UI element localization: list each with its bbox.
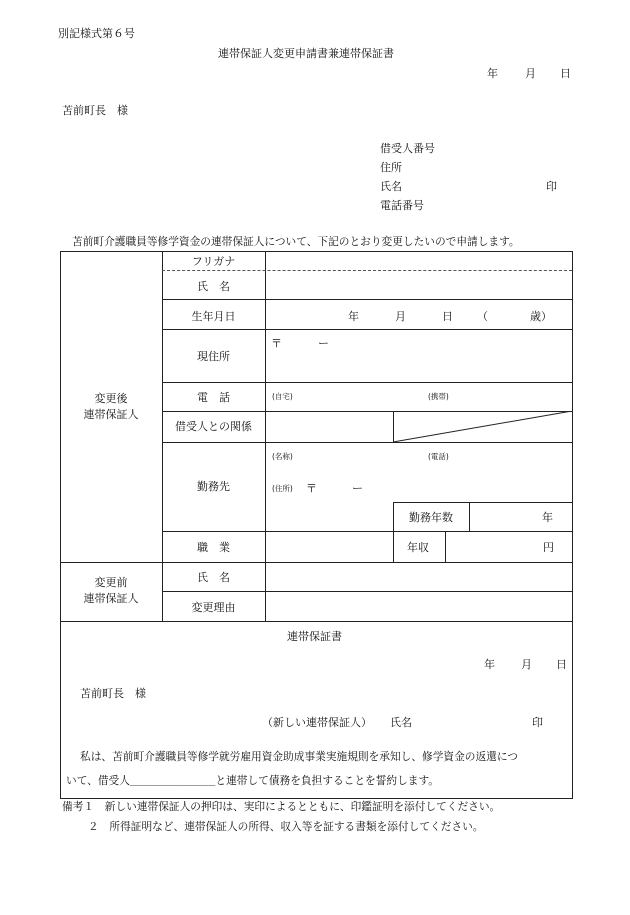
form-id: 別記様式第６号 [58,27,135,40]
intro-text: 苫前町介護職員等修学資金の連帯保証人について、下記のとおり変更したいので申請します。 [72,235,520,248]
phone-label: 電 話 [197,391,230,404]
after-name-label: 氏 名 [197,280,230,293]
job-label: 職 業 [197,541,230,554]
guarantor-name-label: 氏名 [390,716,412,729]
years-unit: 年 [542,511,553,524]
change-reason-label: 変更理由 [191,601,236,614]
after-label-line1: 変更後 [94,392,128,405]
income-unit: 円 [543,541,554,554]
date-month: 月 [525,67,536,80]
birth-day: 日 [442,310,453,323]
workplace-label: 勤務先 [197,480,230,493]
relation-label: 借受人との関係 [175,420,252,433]
page-title: 連帯保証人変更申請書兼連帯保証書 [218,47,394,60]
date-day: 日 [560,67,571,80]
birth-label: 生年月日 [191,310,236,323]
guarantee-title: 連帯保証書 [287,630,342,643]
relation-diagonal [393,411,573,443]
postal-dash: ー [318,337,329,350]
addressee: 苫前町長 様 [62,104,128,117]
new-guarantor-label: （新しい連帯保証人） [262,716,372,729]
postal-mark: 〒 [271,337,282,350]
work-phone-label: (電話) [428,452,449,461]
furigana-label: フリガナ [191,255,236,268]
work-address-label: (住所) [272,484,293,493]
note-2: ２ 所得証明など、連帯保証人の所得、収入等を証する書類を添付してください。 [88,820,484,833]
income-label: 年収 [407,541,429,554]
work-postal-dash: ー [352,482,363,495]
guarantee-text-line1: 私は、苫前町介護職員等修学就労雇用資金助成事業実施規則を承知し、修学資金の返還につ [80,750,518,763]
guarantee-day: 日 [556,658,567,671]
birth-age: 歳） [530,310,552,323]
guarantee-year: 年 [484,658,495,671]
borrower-number-label: 借受人番号 [380,142,435,155]
before-label-line2: 連帯保証人 [83,592,139,605]
guarantee-addressee: 苫前町長 様 [80,687,146,700]
guarantee-month: 月 [521,658,532,671]
phone-mobile-label: (携帯) [428,392,449,401]
guarantee-text-line2: いて、借受人＿＿＿＿＿＿＿＿と連帯して債務を負担することを誓約します。 [66,774,439,787]
work-postal-mark: 〒 [306,482,317,495]
work-name-label: (名称) [272,452,293,461]
birth-year: 年 [348,310,359,323]
after-label-line2: 連帯保証人 [83,408,139,421]
current-address-label: 現住所 [197,350,230,363]
applicant-phone-label: 電話番号 [380,199,424,212]
before-name-label: 氏 名 [197,571,230,584]
years-label: 勤務年数 [409,511,453,524]
applicant-address-label: 住所 [380,161,402,174]
applicant-seal: 印 [546,180,557,193]
guarantor-seal: 印 [532,716,543,729]
note-1: 備考１ 新しい連帯保証人の押印は、実印によるとともに、印鑑証明を添付してください。 [62,800,501,813]
phone-home-label: (自宅) [272,392,293,401]
birth-month: 月 [395,310,406,323]
before-label-line1: 変更前 [94,576,128,589]
date-year: 年 [487,67,498,80]
birth-age-open: （ [477,310,488,323]
applicant-name-label: 氏名 [380,180,402,193]
